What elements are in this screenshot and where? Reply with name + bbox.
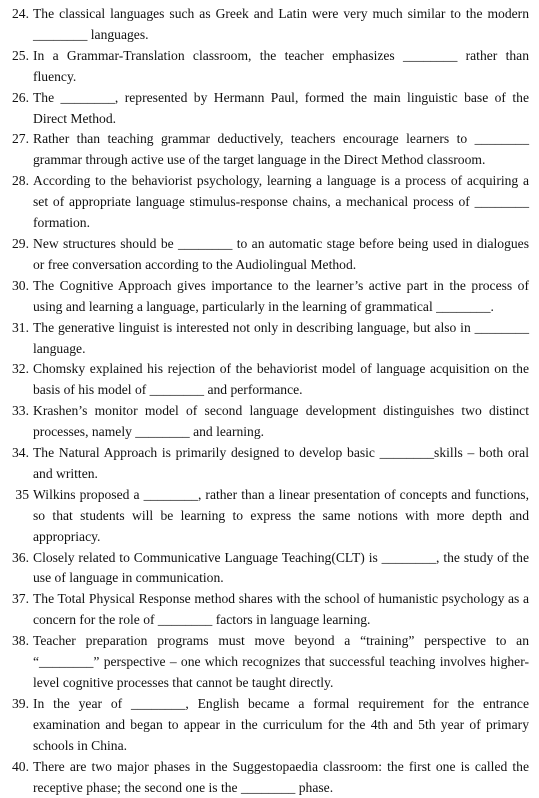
question-number: 32. xyxy=(12,361,29,377)
question-item xyxy=(0,443,529,485)
question-text: The Natural Approach is primarily designed to develop basic ________skills – both oral and written. xyxy=(33,445,529,481)
question-number: 38. xyxy=(12,633,29,649)
question-item xyxy=(0,757,529,798)
question-item xyxy=(0,171,529,234)
question-item xyxy=(0,46,529,88)
question-number: 39. xyxy=(12,695,29,711)
question-item xyxy=(0,485,529,548)
question-item xyxy=(0,88,529,130)
question-number: 40. xyxy=(12,758,29,774)
question-item xyxy=(0,129,529,171)
question-item xyxy=(0,4,529,46)
question-text: The generative linguist is interested not only in describing language, but also in ________ language. xyxy=(33,319,529,356)
question-number: 33. xyxy=(12,403,29,419)
question-number: 37. xyxy=(12,591,29,607)
question-number: 30. xyxy=(12,277,29,293)
question-number: 24. xyxy=(12,6,29,21)
question-number: 31. xyxy=(12,319,29,335)
question-text: The classical languages such as Greek and Latin were very much similar to the modern ________ languages. xyxy=(33,6,529,42)
question-number: 26. xyxy=(12,89,29,105)
question-text: In a Grammar-Translation classroom, the teacher emphasizes ________ rather than fluency. xyxy=(33,47,529,84)
question-number: 27. xyxy=(12,131,29,147)
question-text: Rather than teaching grammar deductively, teachers encourage learners to ________ grammar through active use of the target language in the Direct Method classroom. xyxy=(33,131,529,168)
question-number: 36. xyxy=(12,549,29,565)
question-text: The ________, represented by Hermann Paul, formed the main linguistic base of the Direct Method. xyxy=(33,89,529,126)
question-text: According to the behaviorist psychology, learning a language is a process of acquiring a set of appropriate language stimulus-response chains, a mechanical process of ________ formation. xyxy=(33,173,529,231)
question-text: Chomsky explained his rejection of the behaviorist model of language acquisition on the basis of his model of ________ and performance. xyxy=(33,361,529,398)
question-item xyxy=(0,548,529,590)
question-text: Wilkins proposed a ________, rather than a linear presentation of concepts and functions, so that students will be learning to express the same notions with more depth and appropriacy. xyxy=(33,486,529,544)
question-item xyxy=(0,359,529,401)
question-text: The Total Physical Response method shares with the school of humanistic psychology as a concern for the role of ________ factors in language learning. xyxy=(33,591,529,628)
question-item xyxy=(0,276,529,318)
question-item xyxy=(0,631,529,694)
question-number: 34. xyxy=(12,445,29,461)
question-item xyxy=(0,694,529,757)
question-item xyxy=(0,401,529,443)
question-item xyxy=(0,234,529,276)
question-item xyxy=(0,318,529,360)
question-text: Teacher preparation programs must move beyond a “training” perspective to an “________” perspective – one which recognizes that successful teaching involves higher-level cognitive processes that cannot be taught directly. xyxy=(33,633,529,690)
question-text: There are two major phases in the Suggestopaedia classroom: the first one is called the receptive phase; the second one is the ________ phase. xyxy=(33,758,529,795)
question-text: Closely related to Communicative Language Teaching(CLT) is ________, the study of the use of language in communication. xyxy=(33,549,529,586)
question-number: 25. xyxy=(12,47,29,63)
question-text: Krashen’s monitor model of second language development distinguishes two distinct processes, namely ________ and learning. xyxy=(33,403,529,440)
question-number: 29. xyxy=(12,235,29,251)
question-text: The Cognitive Approach gives importance to the learner’s active part in the process of using and learning a language, particularly in the learning of grammatical ________. xyxy=(33,277,529,314)
question-number: 35 xyxy=(15,486,29,502)
question-item xyxy=(0,589,529,631)
question-number: 28. xyxy=(12,173,29,189)
question-text: New structures should be ________ to an automatic stage before being used in dialogues or free conversation according to the Audiolingual Method. xyxy=(33,235,529,272)
question-text: In the year of ________, English became a formal requirement for the entrance examination and began to appear in the curriculum for the 4th and 5th year of primary schools in China. xyxy=(33,695,529,753)
